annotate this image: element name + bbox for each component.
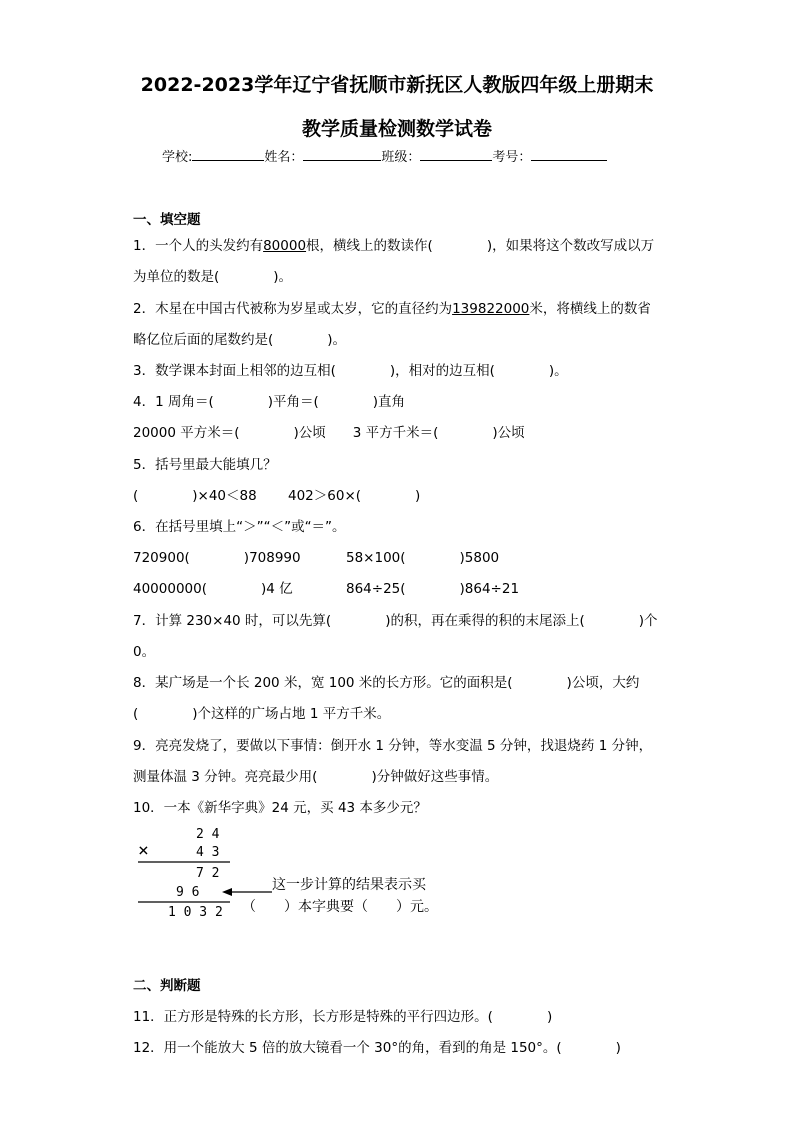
question-4-line-2: 20000 平方米＝( )公顷 3 平方千米＝( )公顷 bbox=[133, 425, 525, 441]
number-blank bbox=[531, 148, 607, 161]
question-2-line-1 bbox=[133, 297, 651, 317]
class-label: 班级： bbox=[381, 150, 421, 165]
calc-partial-product-2: 9 6 bbox=[176, 885, 200, 900]
school-label: 学校: bbox=[162, 150, 193, 165]
q1-text-a: 1．一个人的头发约有 bbox=[133, 238, 264, 254]
question-10: 10．一本《新华字典》24 元，买 43 本多少元？ bbox=[133, 800, 427, 816]
question-9-line-2: 测量体温 3 分钟。亮亮最少用( )分钟做好这些事情。 bbox=[133, 769, 499, 785]
calc-multiplier: 4 3 bbox=[196, 845, 220, 860]
calc-multiplicand: 2 4 bbox=[196, 827, 220, 842]
q1-text-b: 根，横线上的数读作( )，如果将这个数改写成以万 bbox=[306, 238, 655, 254]
question-5-line-1: 5．括号里最大能填几？ bbox=[133, 457, 277, 473]
question-8-line-2: ( )个这样的广场占地 1 平方千米。 bbox=[133, 706, 391, 722]
exam-title-line1: 2022-2023学年辽宁省抚顺市新抚区人教版四年级上册期末 bbox=[140, 74, 654, 96]
q1-underlined-number: 80000 bbox=[263, 238, 307, 254]
arrow-note-line-1: 这一步计算的结果表示买 bbox=[272, 877, 426, 893]
question-1-line-2: 为单位的数是( )。 bbox=[133, 269, 293, 285]
q2-text-a: 2．木星在中国古代被称为岁星或太岁，它的直径约为 bbox=[133, 301, 453, 317]
arrow-head-icon bbox=[222, 888, 232, 896]
question-6-line-1: 6．在括号里填上“＞”“＜”或“＝”。 bbox=[133, 519, 346, 535]
name-blank bbox=[303, 148, 381, 161]
number-label: 考号： bbox=[492, 150, 532, 165]
q2-underlined-number: 139822000 bbox=[452, 301, 530, 317]
name-label: 姓名： bbox=[264, 150, 304, 165]
question-6-compare-3: 40000000( )4 亿 bbox=[133, 581, 293, 597]
question-11: 11．正方形是特殊的长方形，长方形是特殊的平行四边形。( ) bbox=[133, 1009, 553, 1025]
calc-result: 1 0 3 2 bbox=[168, 905, 223, 920]
arrow-note-line-2: （ ）本字典要（ ）元。 bbox=[242, 899, 438, 915]
question-9-line-1: 9．亮亮发烧了，要做以下事情：倒开水 1 分钟，等水变温 5 分钟，找退烧药 1 分钟， bbox=[133, 738, 653, 754]
question-2-line-2: 略亿位后面的尾数约是( )。 bbox=[133, 332, 347, 348]
student-info bbox=[162, 146, 607, 165]
exam-title-line2: 教学质量检测数学试卷 bbox=[301, 118, 492, 140]
school-blank bbox=[192, 148, 264, 161]
q2-text-b: 米，将横线上的数省 bbox=[529, 301, 651, 317]
section-heading-fill-blank: 一、填空题 bbox=[133, 212, 201, 228]
question-12: 12．用一个能放大 5 倍的放大镜看一个 30°的角，看到的角是 150°。( ) bbox=[133, 1040, 621, 1056]
question-5-line-2: ( )×40＜88 402＞60×( ) bbox=[133, 488, 421, 504]
question-4-line-1: 4．1 周角＝( )平角＝( )直角 bbox=[133, 394, 406, 410]
question-7-line-2: 0。 bbox=[133, 644, 156, 660]
multiplication-diagram bbox=[130, 822, 460, 922]
question-7-line-1: 7．计算 230×40 时，可以先算( )的积，再在乘得的积的末尾添上( )个 bbox=[133, 613, 658, 629]
question-6-compare-2: 58×100( )5800 bbox=[346, 550, 500, 566]
question-8-line-1: 8．某广场是一个长 200 米，宽 100 米的长方形。它的面积是( )公顷，大约 bbox=[133, 675, 640, 691]
question-6-compare-4: 864÷25( )864÷21 bbox=[346, 581, 520, 597]
question-3: 3．数学课本封面上相邻的边互相( )，相对的边互相( )。 bbox=[133, 363, 568, 379]
section-heading-true-false: 二、判断题 bbox=[133, 978, 201, 994]
question-1-line-1 bbox=[133, 234, 654, 254]
question-6-compare-1: 720900( )708990 bbox=[133, 550, 301, 566]
class-blank bbox=[420, 148, 492, 161]
calc-partial-product-1: 7 2 bbox=[196, 866, 220, 881]
calc-times-sign: × bbox=[138, 840, 149, 861]
